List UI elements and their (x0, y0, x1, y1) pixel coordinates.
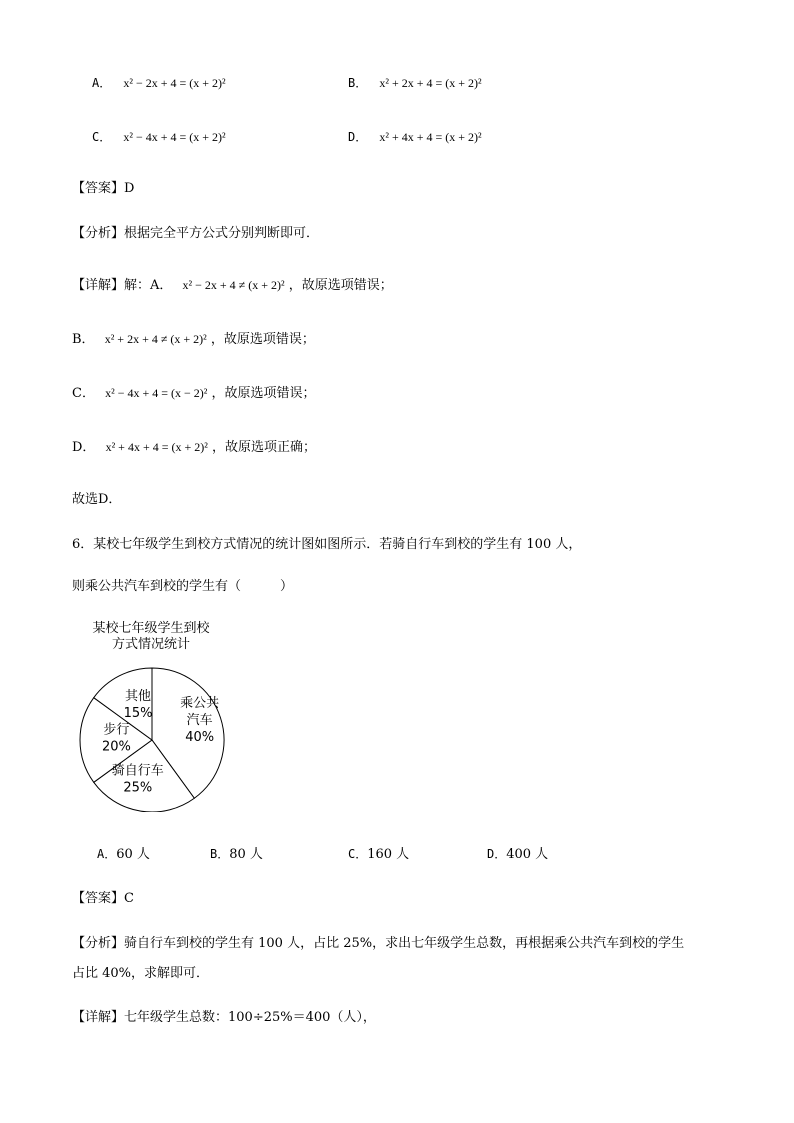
q5-detail-a-expr: x² − 2x + 4 ≠ (x + 2)² (182, 278, 285, 292)
q5-option-d (348, 128, 482, 145)
q6-option-a-text: 60 人 (116, 847, 150, 862)
q6-answer: 【答案】C (72, 891, 134, 906)
q6-option-b-label: B． (210, 847, 230, 861)
q5-option-a-expr: x² − 2x + 4 = (x + 2)² (123, 76, 226, 90)
pie-slice-name-label: 其他 (125, 689, 152, 705)
q6-option-b (210, 843, 263, 862)
q5-detail-c-prefix: C． (72, 386, 95, 401)
pie-slice-name-label: 步行 (103, 722, 130, 738)
q5-detail-a-suffix: ，故原选项错误； (288, 278, 393, 293)
q5-option-c (92, 128, 226, 145)
q5-detail-c-suffix: ，故原选项错误； (211, 386, 316, 401)
q5-detail-c (72, 382, 316, 401)
chart-title-line1: 某校七年级学生到校 (92, 621, 210, 636)
q6-option-c-label: C． (348, 847, 368, 861)
pie-slice-name-label: 乘公共 (180, 695, 220, 711)
q5-option-d-label: D． (348, 130, 368, 144)
q5-analysis: 【分析】根据完全平方公式分别判断即可． (72, 226, 320, 241)
q5-detail-b-suffix: ，故原选项错误； (210, 332, 315, 347)
q5-answer: 【答案】D (72, 181, 135, 196)
pie-slice-value-label: 25% (123, 780, 153, 796)
q5-option-a-label: A． (92, 76, 112, 90)
q5-option-d-expr: x² + 4x + 4 = (x + 2)² (379, 130, 482, 144)
q5-detail-c-expr: x² − 4x + 4 = (x − 2)² (105, 386, 208, 400)
q6-option-d-label: D． (487, 847, 507, 861)
q6-option-a (97, 843, 150, 862)
pie-slice-value-label: 40% (185, 729, 215, 745)
pie-slice-value-label: 20% (101, 739, 131, 755)
q6-analysis-line1: 【分析】骑自行车到校的学生有 100 人，占比 25%，求出七年级学生总数，再根据乘公共汽车到校的学生 (72, 936, 685, 951)
q5-option-b (348, 74, 482, 91)
q6-option-c-text: 160 人 (367, 847, 410, 862)
q5-option-a (92, 74, 226, 91)
q5-option-c-expr: x² − 4x + 4 = (x + 2)² (123, 130, 226, 144)
q6-detail: 【详解】七年级学生总数：100÷25%＝400（人）， (72, 1010, 376, 1025)
pie-slice-name-label: 骑自行车 (111, 763, 164, 779)
q6-option-a-label: A． (97, 847, 117, 861)
q5-option-b-expr: x² + 2x + 4 = (x + 2)² (379, 76, 482, 90)
q6-option-c (348, 843, 409, 862)
q5-detail-d-prefix: D． (72, 440, 96, 455)
chart-title-line2: 方式情况统计 (111, 637, 191, 652)
q6-option-b-text: 80 人 (229, 847, 263, 862)
q5-option-b-label: B． (348, 76, 368, 90)
q5-conclusion: 故选D． (72, 492, 122, 507)
q6-stem-line1: 6．某校七年级学生到校方式情况的统计图如图所示．若骑自行车到校的学生有 100 人， (72, 537, 582, 552)
q6-stem-line2: 则乘公共汽车到校的学生有（ ） (72, 579, 294, 594)
q6-option-d-text: 400 人 (506, 847, 549, 862)
q5-detail-a-prefix: 【详解】解：A． (72, 278, 173, 293)
q5-detail-d-suffix: ，故原选项正确； (211, 440, 316, 455)
q5-detail-b-expr: x² + 2x + 4 ≠ (x + 2)² (104, 332, 207, 346)
q5-detail-a (72, 274, 393, 293)
q6-option-d (487, 843, 548, 862)
pie-slice-value-label: 15% (123, 706, 153, 722)
q5-detail-d (72, 436, 316, 455)
q5-detail-b (72, 328, 315, 347)
pie-chart (70, 612, 240, 812)
q5-option-c-label: C． (92, 130, 112, 144)
q5-detail-d-expr: x² + 4x + 4 = (x + 2)² (105, 440, 208, 454)
pie-slice-name-label: 汽车 (186, 712, 213, 728)
q5-detail-b-prefix: B． (72, 332, 95, 347)
q6-analysis-line2: 占比 40%，求解即可． (72, 966, 210, 981)
